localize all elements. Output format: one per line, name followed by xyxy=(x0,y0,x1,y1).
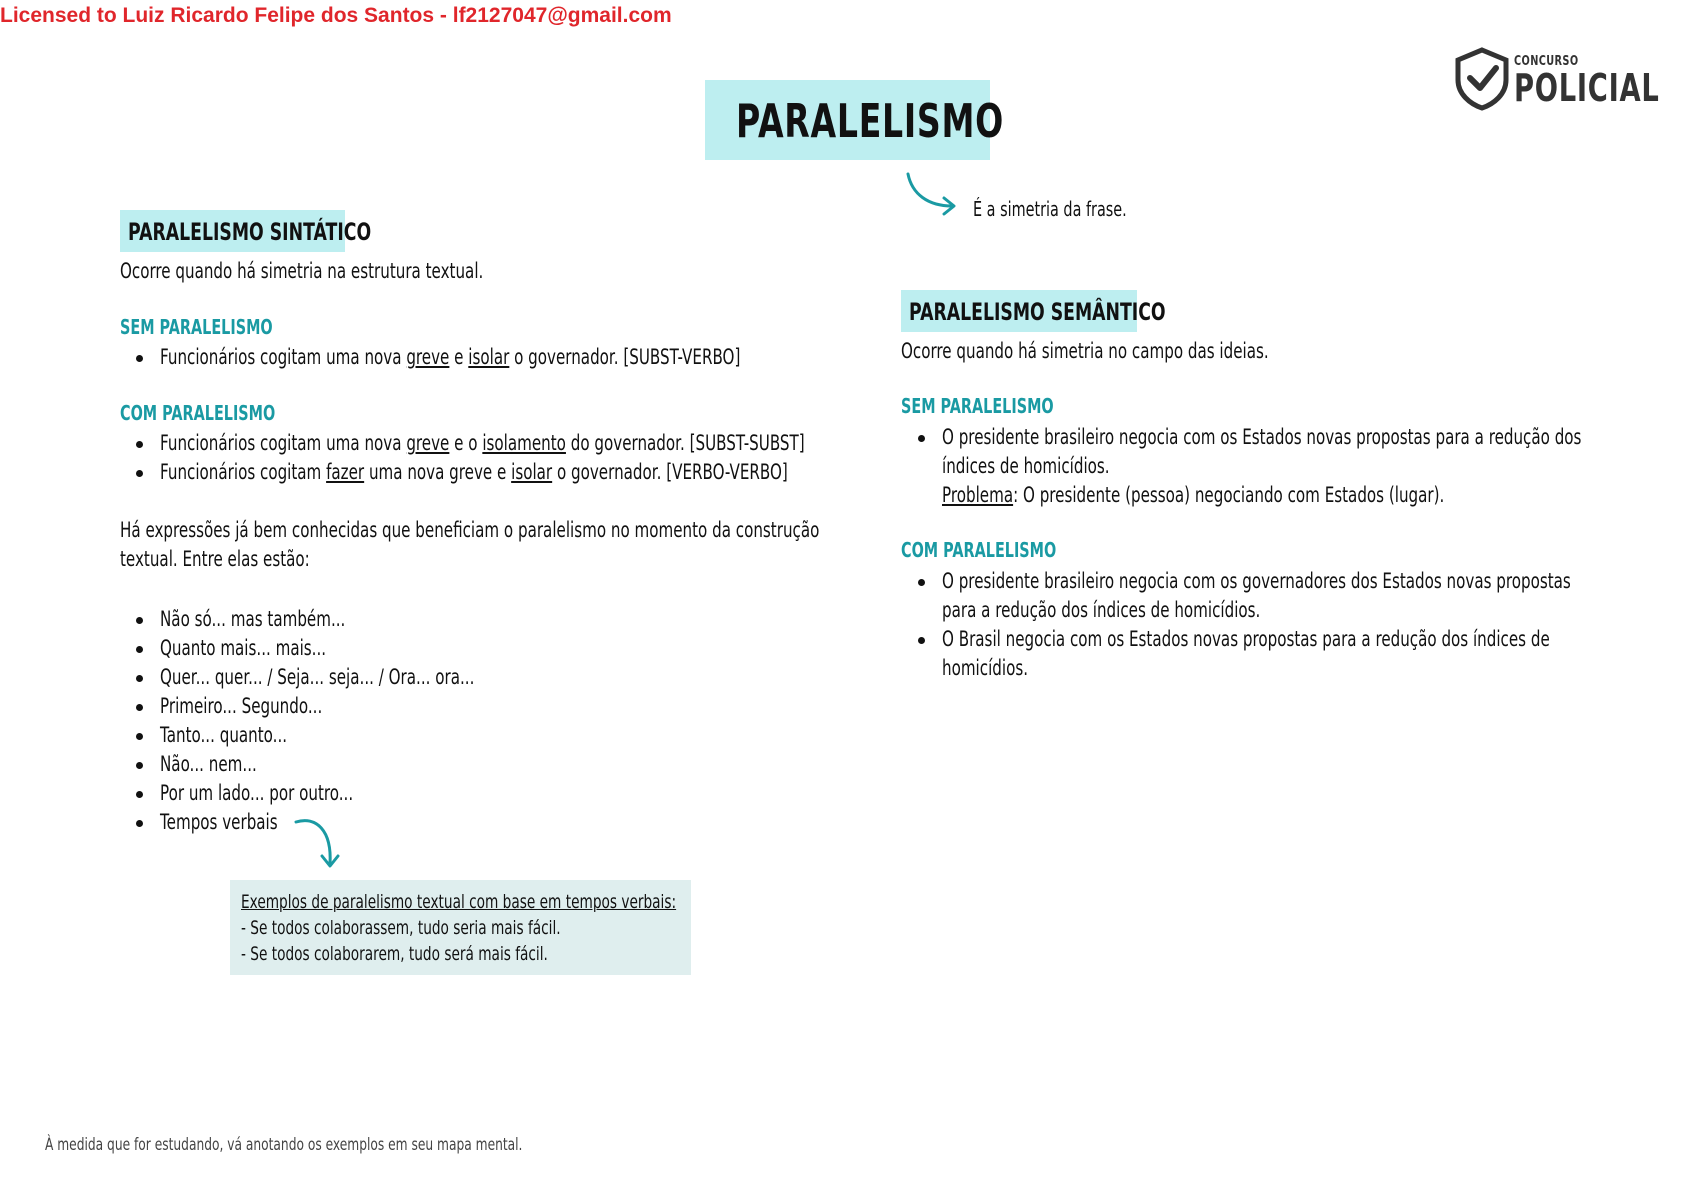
bullet xyxy=(136,704,143,711)
expression-item: Tempos verbais xyxy=(160,810,278,834)
sintatico-com-item-1: Funcionários cogitam uma nova greve e o isolamento do governador. [SUBST-SUBST] xyxy=(160,431,805,455)
semantico-com-2-line-1: O Brasil negocia com os Estados novas propostas para a redução dos índices de xyxy=(942,627,1550,651)
sintatico-sem-label: SEM PARALELISMO xyxy=(120,315,273,339)
bullet xyxy=(136,675,143,682)
bullet xyxy=(136,820,143,827)
sintatico-title: PARALELISMO SINTÁTICO xyxy=(128,218,372,246)
semantico-com-1-line-1: O presidente brasileiro negocia com os governadores dos Estados novas propostas xyxy=(942,569,1571,593)
sintatico-com-label: COM PARALELISMO xyxy=(120,401,276,425)
expression-item: Não... nem... xyxy=(160,752,257,776)
semantico-description: Ocorre quando há simetria no campo das ideias. xyxy=(901,339,1269,363)
sintatico-description: Ocorre quando há simetria na estrutura textual. xyxy=(120,259,484,283)
expressions-intro-line-2: textual. Entre elas estão: xyxy=(120,547,310,571)
expressions-intro-line-1: Há expressões já bem conhecidas que beneficiam o paralelismo no momento da construção xyxy=(120,518,820,542)
expression-item: Quanto mais... mais... xyxy=(160,636,327,660)
definition-text: É a simetria da frase. xyxy=(973,197,1127,221)
semantico-sem-line-1: O presidente brasileiro negocia com os Estados novas propostas para a redução dos xyxy=(942,425,1582,449)
bullet xyxy=(136,470,143,477)
bullet xyxy=(136,646,143,653)
logo-big-text: POLICIAL xyxy=(1514,66,1660,110)
bullet xyxy=(918,637,925,644)
bullet xyxy=(136,791,143,798)
bullet xyxy=(918,435,925,442)
bullet xyxy=(918,579,925,586)
bullet xyxy=(136,617,143,624)
expression-item: Não só... mas também... xyxy=(160,607,346,631)
expression-item: Tanto... quanto... xyxy=(160,723,288,747)
curved-arrow-icon xyxy=(292,812,342,874)
page-title: PARALELISMO xyxy=(736,94,1005,148)
bullet xyxy=(136,733,143,740)
logo-small-text: CONCURSO xyxy=(1514,54,1579,69)
expression-item: Por um lado... por outro... xyxy=(160,781,354,805)
shield-check-icon xyxy=(1454,46,1510,112)
main-title-box xyxy=(705,80,1005,160)
note-line-1: - Se todos colaborassem, tudo seria mais fácil. xyxy=(241,917,561,939)
problema-line: Problema: O presidente (pessoa) negociando com Estados (lugar). xyxy=(942,483,1445,507)
sintatico-title-box xyxy=(120,210,372,252)
note-heading: Exemplos de paralelismo textual com base em tempos verbais: xyxy=(241,891,677,913)
expression-item: Primeiro... Segundo... xyxy=(160,694,323,718)
semantico-sem-line-2: índices de homicídios. xyxy=(942,454,1110,478)
bullet xyxy=(136,355,143,362)
license-watermark: Licensed to Luiz Ricardo Felipe dos Santos - lf2127047@gmail.com xyxy=(0,4,672,27)
bullet xyxy=(136,441,143,448)
semantico-sem-label: SEM PARALELISMO xyxy=(901,394,1054,418)
footer-note: À medida que for estudando, vá anotando os exemplos em seu mapa mental. xyxy=(45,1135,523,1155)
bullet xyxy=(136,762,143,769)
semantico-title: PARALELISMO SEMÂNTICO xyxy=(909,298,1166,326)
semantico-com-1-line-2: para a redução dos índices de homicídios. xyxy=(942,598,1261,622)
curved-arrow-icon xyxy=(900,170,970,220)
concurso-policial-logo xyxy=(1454,46,1660,116)
semantico-com-2-line-2: homicídios. xyxy=(942,656,1029,680)
expression-item: Quer... quer... / Seja... seja... / Ora... ora... xyxy=(160,665,475,689)
semantico-title-box xyxy=(901,290,1166,332)
note-line-2: - Se todos colaborarem, tudo será mais fácil. xyxy=(241,943,548,965)
semantico-com-label: COM PARALELISMO xyxy=(901,538,1057,562)
sintatico-sem-item: Funcionários cogitam uma nova greve e isolar o governador. [SUBST-VERBO] xyxy=(160,345,741,369)
sintatico-com-item-2: Funcionários cogitam fazer uma nova greve e isolar o governador. [VERBO-VERBO] xyxy=(160,460,788,484)
